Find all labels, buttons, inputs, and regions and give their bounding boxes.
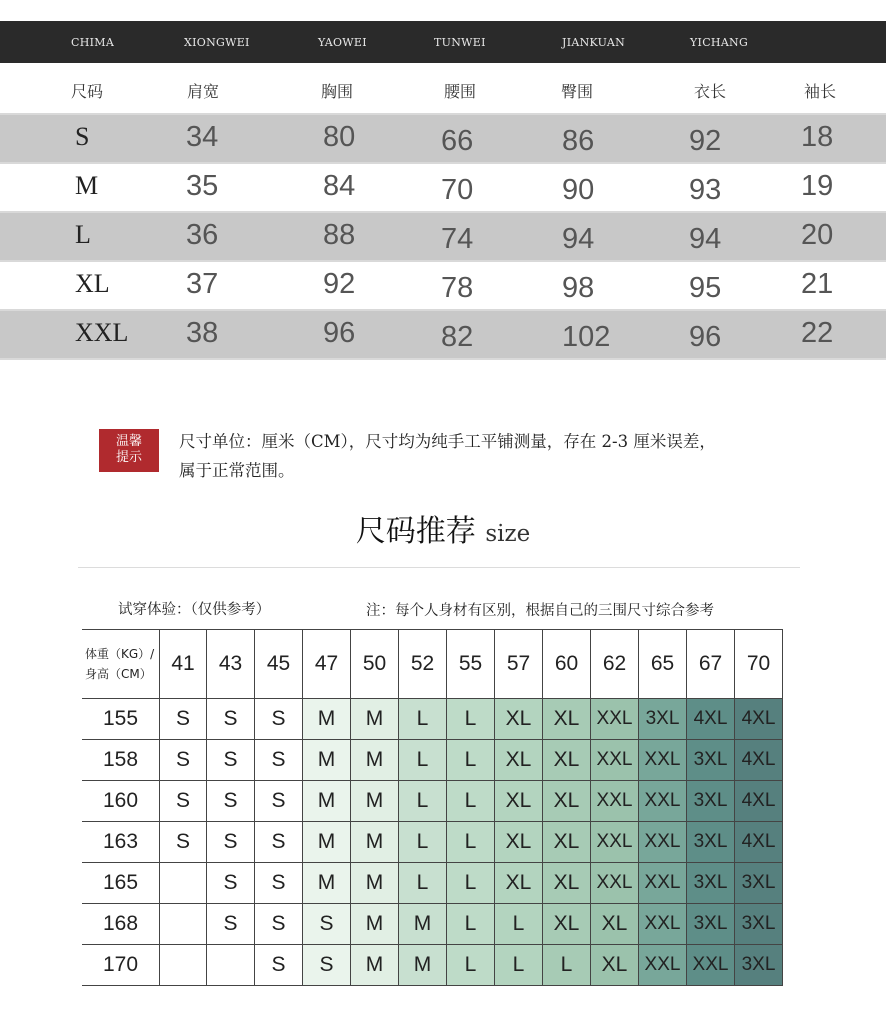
weight-header: 43 [207,629,255,699]
size-label: S [75,122,90,151]
measurement-value: 35 [186,170,219,202]
size-recommendation-cell: M [303,863,351,904]
size-recommendation-cell: XL [495,781,543,822]
weight-header: 52 [399,629,447,699]
size-row [0,211,886,260]
size-recommendation-cell: S [160,699,207,740]
size-recommendation-cell: M [399,904,447,945]
size-recommendation-cell: XXL [591,699,639,740]
size-recommendation-cell: L [447,781,495,822]
measurement-value: 22 [801,317,834,349]
size-recommendation-cell: L [399,822,447,863]
size-recommendation-cell: XL [543,904,591,945]
size-recommendation-cell: M [303,822,351,863]
measurement-value: 93 [689,174,722,206]
header-en-yichang: YICHANG [690,36,749,49]
size-recommendation-cell: M [303,699,351,740]
size-recommendation-cell: S [160,740,207,781]
size-recommendation-cell: S [255,740,303,781]
weight-header: 67 [687,629,735,699]
weight-header: 47 [303,629,351,699]
measurement-value: 18 [801,121,834,153]
size-recommendation-cell: L [447,822,495,863]
size-recommendation-cell: 3XL [639,699,687,740]
size-row [0,162,886,211]
measurement-value: 80 [323,121,356,153]
measurement-value: 20 [801,219,834,251]
size-recommendation-cell [160,863,207,904]
weight-header: 55 [447,629,495,699]
measurement-value: 92 [689,125,722,157]
recommendation-title-cn: 尺码推荐 [355,514,476,549]
size-recommendation-cell: 3XL [687,822,735,863]
size-recommendation-cell: 4XL [735,781,783,822]
size-recommendation-cell: M [351,822,399,863]
size-recommendation-cell [160,945,207,986]
size-recommendation-cell: M [303,740,351,781]
weight-header: 41 [160,629,207,699]
size-recommendation-cell: S [303,945,351,986]
size-recommendation-cell: S [255,699,303,740]
size-recommendation-cell: S [160,781,207,822]
size-recommendation-cell: XXL [591,740,639,781]
header-en-chima: CHIMA [71,36,115,49]
english-header-row [0,21,886,63]
measurement-value: 86 [562,125,595,157]
corner-height-label: 身高（CM） [85,667,152,681]
size-recommendation-cell: S [160,822,207,863]
weight-header: 65 [639,629,687,699]
chinese-header-row [0,63,886,113]
header-cn-chest: 胸围 [321,82,354,101]
tip-badge-line2: 提示 [115,450,142,465]
size-recommendation-cell: L [495,904,543,945]
size-recommendation-grid [82,629,785,991]
height-label: 158 [82,740,160,781]
size-recommendation-cell: XXL [639,740,687,781]
size-recommendation-cell [160,904,207,945]
size-recommendation-cell: S [255,822,303,863]
weight-header: 57 [495,629,543,699]
size-label: L [75,220,91,249]
size-recommendation-cell: XL [543,863,591,904]
size-recommendation-cell: S [207,699,255,740]
height-label: 170 [82,945,160,986]
size-label: XXL [75,318,129,347]
trial-note: 试穿体验：（仅供参考） [118,602,271,618]
size-recommendation-cell: M [351,781,399,822]
weight-header: 60 [543,629,591,699]
measurement-value: 36 [186,219,219,251]
header-en-xiongwei: XIONGWEI [184,36,250,49]
size-label: M [75,171,99,200]
size-recommendation-cell: XXL [591,781,639,822]
size-recommendation-cell: XXL [591,822,639,863]
measurement-value: 34 [186,121,219,153]
tip-line2: 属于正常范围。 [179,461,295,480]
measurement-value: 38 [186,317,219,349]
size-recommendation-cell: XXL [639,945,687,986]
size-recommendation-cell: 3XL [687,740,735,781]
size-recommendation-cell: L [447,863,495,904]
size-recommendation-cell: L [447,945,495,986]
measurement-value: 94 [562,223,595,255]
size-recommendation-cell: S [255,945,303,986]
size-recommendation-cell: XXL [639,904,687,945]
size-recommendation-cell: 3XL [687,904,735,945]
size-row [0,260,886,309]
tip-badge-line1: 温馨 [115,434,142,449]
size-recommendation-cell: S [255,863,303,904]
size-recommendation-cell: XL [591,945,639,986]
size-recommendation-cell: 4XL [687,699,735,740]
height-label: 155 [82,699,160,740]
size-measurement-table [0,21,886,360]
size-recommendation-cell: 4XL [735,822,783,863]
size-recommendation-cell: XL [543,699,591,740]
measurement-value: 19 [801,170,834,202]
size-recommendation-cell: 3XL [687,863,735,904]
size-recommendation-cell: 3XL [735,945,783,986]
size-recommendation-cell: XL [495,822,543,863]
measurement-value: 88 [323,219,356,251]
measurement-value: 66 [441,125,474,157]
size-row [0,309,886,360]
size-recommendation-cell: M [351,699,399,740]
measurement-value: 21 [801,268,834,300]
reference-note: 注：每个人身材有区别，根据自己的三围尺寸综合参考 [366,603,714,619]
size-recommendation-cell: 4XL [735,740,783,781]
height-label: 163 [82,822,160,863]
size-recommendation-cell: 3XL [735,904,783,945]
size-recommendation-cell: S [207,904,255,945]
measurement-value: 102 [562,321,611,353]
header-cn-sleeve: 袖长 [804,82,837,101]
measurement-value: 74 [441,223,474,255]
size-recommendation-cell: S [255,781,303,822]
size-recommendation-cell: L [447,904,495,945]
tip-text [179,427,819,485]
recommendation-title-en: size [485,521,531,547]
measurement-value: 94 [689,223,722,255]
size-recommendation-cell: M [399,945,447,986]
height-label: 160 [82,781,160,822]
tip-line1: 尺寸单位：厘米（CM），尺寸均为纯手工平铺测量，存在 2-3 厘米误差， [179,432,716,451]
size-recommendation-cell: XL [495,699,543,740]
size-recommendation-cell: XXL [639,863,687,904]
size-recommendation-cell: S [303,904,351,945]
size-recommendation-cell: L [447,699,495,740]
size-recommendation-cell: M [351,904,399,945]
size-recommendation-cell: XL [495,740,543,781]
size-recommendation-cell: L [447,740,495,781]
size-recommendation-cell: M [351,945,399,986]
height-label: 168 [82,904,160,945]
size-recommendation-cell: S [207,822,255,863]
size-recommendation-cell: S [207,781,255,822]
size-recommendation-cell: 4XL [735,699,783,740]
size-recommendation-cell: XXL [639,822,687,863]
recommendation-title [0,506,886,550]
header-cn-hip: 臀围 [561,82,594,101]
measurement-value: 37 [186,268,219,300]
measurement-value: 98 [562,272,595,304]
size-recommendation-cell: XL [543,822,591,863]
measurement-value: 84 [323,170,356,202]
measurement-value: 70 [441,174,474,206]
weight-header: 50 [351,629,399,699]
header-cn-size: 尺码 [71,82,104,101]
size-recommendation-cell: M [351,740,399,781]
size-recommendation-cell: L [399,740,447,781]
size-row [0,113,886,162]
header-en-tunwei: TUNWEI [434,36,486,49]
size-recommendation-cell: XXL [591,863,639,904]
size-recommendation-cell: S [207,863,255,904]
corner-weight-label: 体重（KG）/ [85,647,155,661]
size-recommendation-cell: S [255,904,303,945]
size-recommendation-cell: M [351,863,399,904]
size-recommendation-cell: XXL [687,945,735,986]
size-recommendation-cell: XXL [639,781,687,822]
size-recommendation-cell: L [399,699,447,740]
header-cn-waist: 腰围 [444,82,477,101]
weight-header: 62 [591,629,639,699]
size-recommendation-cell: M [303,781,351,822]
size-recommendation-cell: 3XL [735,863,783,904]
header-cn-shoulder: 肩宽 [187,82,220,101]
size-recommendation-cell: 3XL [687,781,735,822]
size-recommendation-cell: XL [591,904,639,945]
size-recommendation-cell: XL [543,740,591,781]
measurement-value: 82 [441,321,474,353]
size-recommendation-cell [207,945,255,986]
tip-badge [99,429,159,472]
size-recommendation-cell: L [495,945,543,986]
height-label: 165 [82,863,160,904]
measurement-value: 96 [689,321,722,353]
measurement-value: 78 [441,272,474,304]
size-label: XL [75,269,110,298]
grid-corner-label [82,629,160,699]
header-en-jiankuan: JIANKUAN [562,36,626,49]
size-recommendation-cell: L [399,863,447,904]
header-cn-length: 衣长 [694,82,727,101]
weight-header: 45 [255,629,303,699]
size-recommendation-cell: L [399,781,447,822]
header-en-yaowei: YAOWEI [318,36,367,49]
measurement-value: 90 [562,174,595,206]
weight-header: 70 [735,629,783,699]
measurement-value: 95 [689,272,722,304]
size-recommendation-cell: S [207,740,255,781]
measurement-value: 92 [323,268,356,300]
size-recommendation-cell: XL [495,863,543,904]
size-recommendation-cell: L [543,945,591,986]
measurement-value: 96 [323,317,356,349]
section-divider [78,567,800,568]
size-recommendation-cell: XL [543,781,591,822]
